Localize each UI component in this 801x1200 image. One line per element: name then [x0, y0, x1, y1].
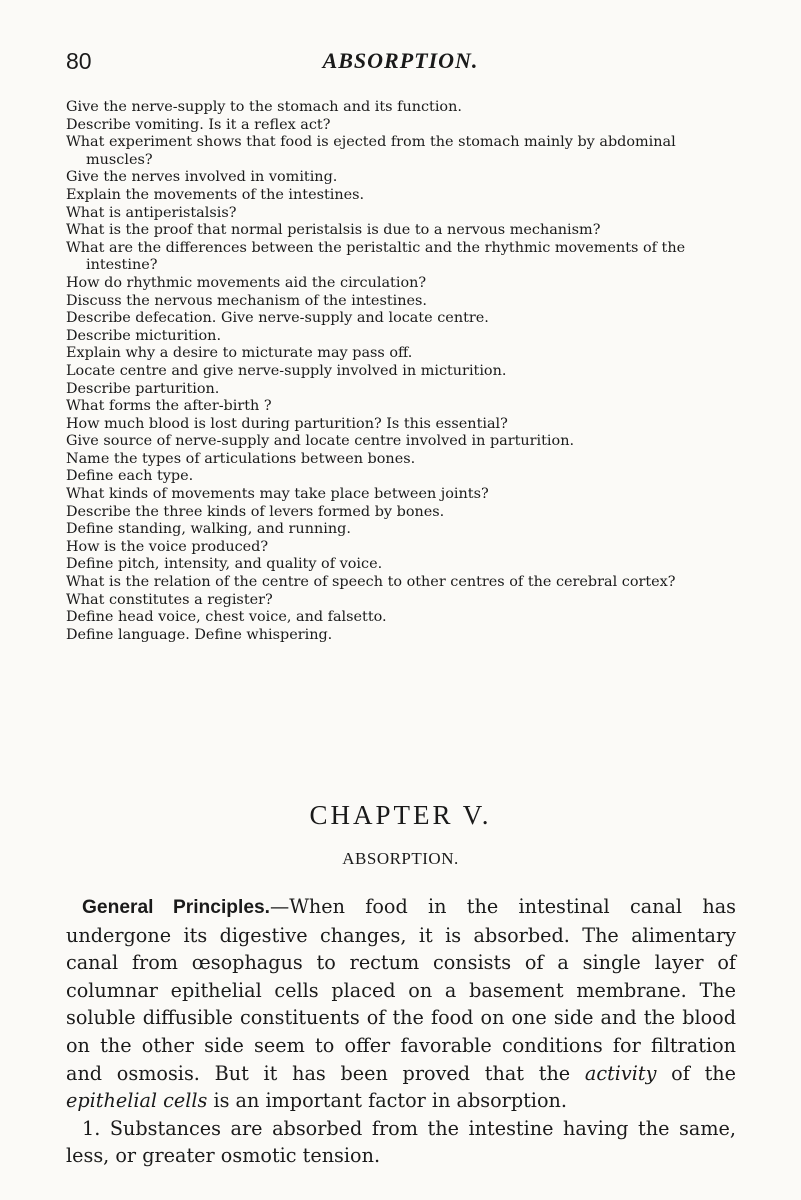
question-item: What is the proof that normal peristalsis is due to a nervous mechanism?: [66, 222, 601, 239]
question-item: What forms the after-birth ?: [66, 398, 272, 415]
question-item: Explain why a desire to micturate may pass off.: [66, 345, 413, 362]
question-item: What are the differences between the peristaltic and the rhythmic movements of the intestine?: [66, 239, 686, 274]
question-item: Give the nerve-supply to the stomach and its function.: [66, 99, 462, 115]
question-item: Define standing, walking, and running.: [66, 521, 351, 538]
question-item: Describe vomiting. Is it a reflex act?: [66, 116, 331, 133]
chapter-heading: CHAPTER V.: [309, 800, 492, 830]
question-item: What experiment shows that food is ejected from the stomach mainly by abdominal muscles?: [66, 134, 676, 168]
running-head: [66, 48, 735, 78]
question-item: Define head voice, chest voice, and falsetto.: [66, 609, 387, 626]
question-item: What is the relation of the centre of speech to other centres of the cerebral cortex?: [66, 574, 676, 591]
question-item: What constitutes a register?: [66, 591, 273, 608]
question-item: Name the types of articulations between bones.: [66, 450, 416, 467]
question-item: What is antiperistalsis?: [66, 204, 237, 221]
question-item: Describe micturition.: [66, 327, 222, 344]
emphasis-text: epithelial cells: [66, 1089, 208, 1113]
question-item: Describe defecation. Give nerve-supply and locate centre.: [66, 310, 489, 327]
emphasis-text: activity: [584, 1061, 657, 1085]
chapter-title: ABSORPTION.: [342, 849, 459, 868]
chapter-body: [66, 893, 736, 1170]
paragraph-text: —When food in the intestinal canal has undergone its digestive changes, it is absorbed. The alimentary canal from œsophagus to rectum consists of a single layer of columnar epithelial cells placed on a basement membrane. The soluble diffusible constituents of the food on one side and the blood on the other side seem to offer favorable conditions for filtration and osmosis. But it has been proved that the: [66, 895, 736, 1085]
paragraph-text: of the: [656, 1061, 736, 1085]
body-paragraph: [66, 893, 736, 1115]
question-item: Discuss the nervous mechanism of the intestines.: [66, 292, 427, 309]
question-item: Describe the three kinds of levers formed by bones.: [66, 503, 445, 520]
question-item: Explain the movements of the intestines.: [66, 186, 365, 203]
question-item: Locate centre and give nerve-supply involved in micturition.: [66, 362, 507, 379]
question-item: Define language. Define whispering.: [66, 626, 333, 643]
question-item: Describe parturition.: [66, 380, 220, 397]
running-title: ABSORPTION.: [322, 48, 479, 73]
question-item: Give source of nerve-supply and locate centre involved in parturition.: [66, 433, 575, 450]
page-number: 80: [66, 48, 92, 74]
paragraph-text: is an important factor in absorption.: [207, 1089, 567, 1113]
section-run-in-heading: General Principles.: [82, 897, 271, 918]
question-item: What kinds of movements may take place between joints?: [66, 486, 489, 503]
question-item: Define each type.: [66, 468, 194, 485]
question-item: How much blood is lost during parturition? Is this essential?: [66, 415, 508, 432]
review-questions: [66, 99, 736, 644]
body-paragraph: 1. Substances are absorbed from the intestine having the same, less, or greater osmotic tension.: [66, 1116, 736, 1168]
question-item: How do rhythmic movements aid the circulation?: [66, 274, 427, 291]
question-item: How is the voice produced?: [66, 538, 269, 555]
question-item: Define pitch, intensity, and quality of voice.: [66, 556, 383, 573]
question-item: Give the nerves involved in vomiting.: [66, 169, 338, 186]
